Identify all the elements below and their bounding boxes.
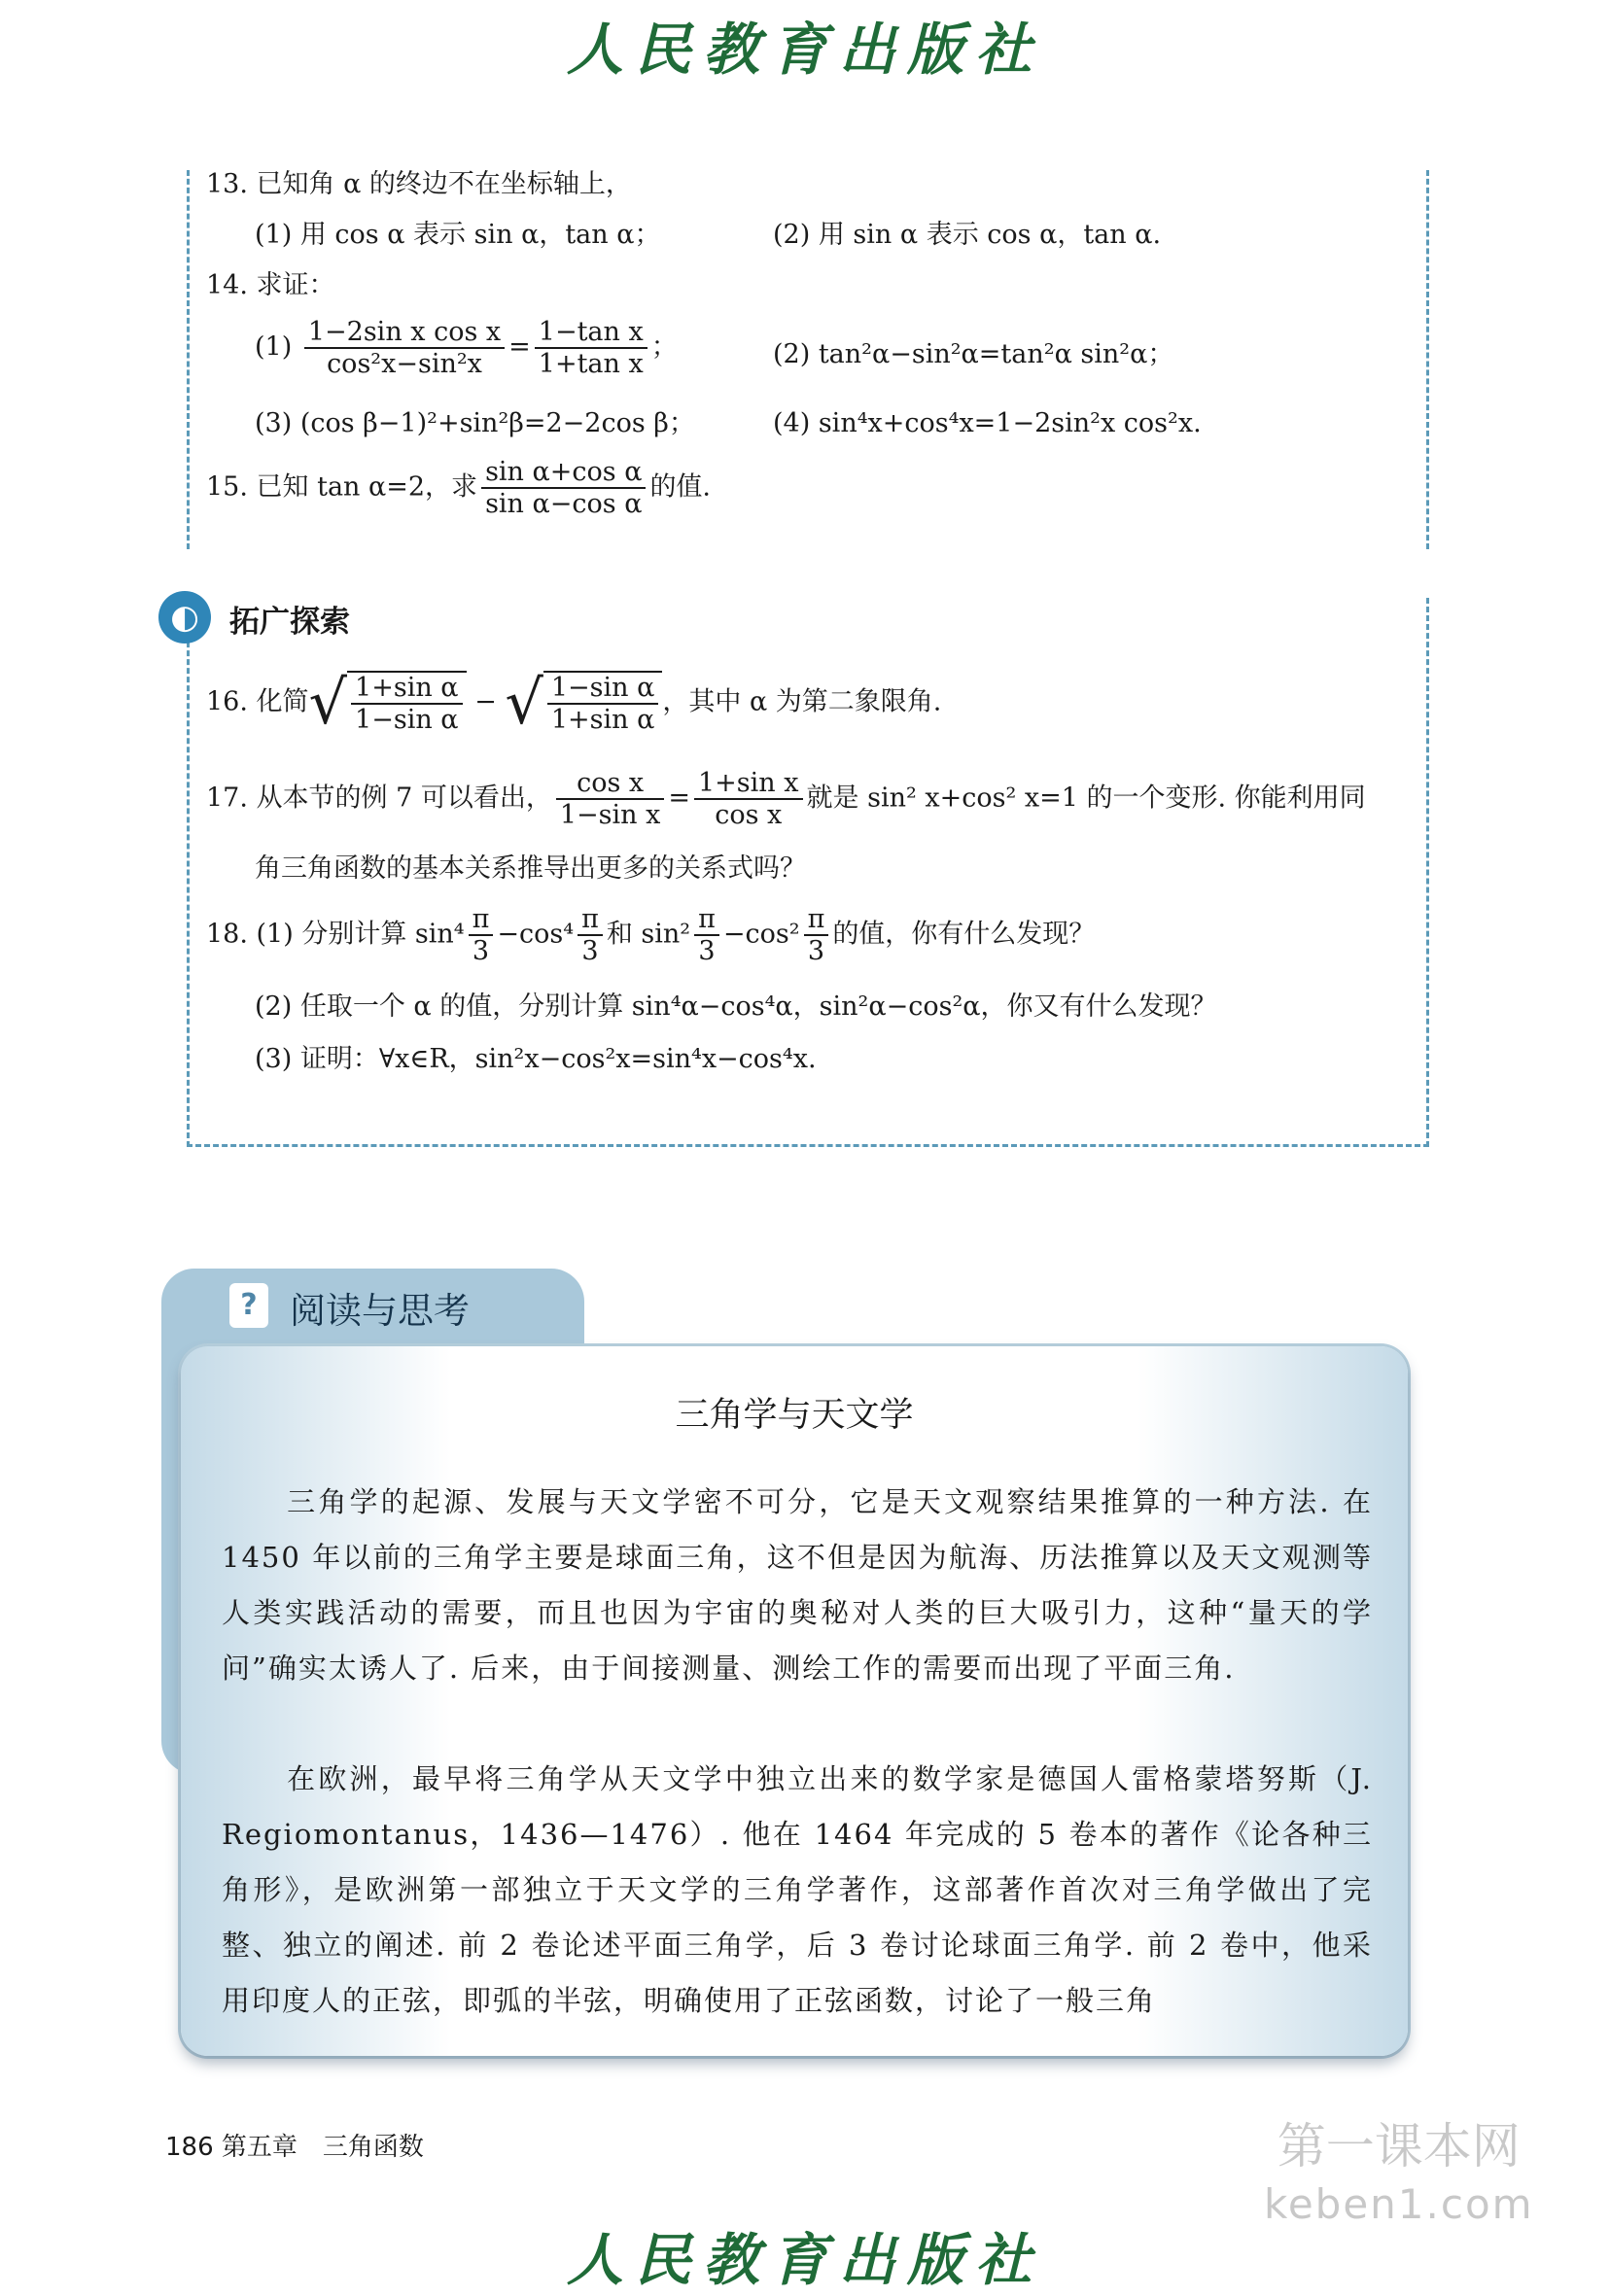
question-book-icon: ? (229, 1283, 268, 1328)
radical-icon: √ (308, 667, 348, 739)
explore-title: 拓广探索 (229, 605, 350, 640)
q15-den: sin α−cos α (485, 489, 643, 520)
pi: π (694, 904, 719, 936)
article-paragraph-2 (222, 1752, 1373, 2029)
q15-pre: 15. 已知 tan α=2，求 (206, 471, 478, 503)
q18-part1 (206, 904, 1095, 966)
para2-text: 在欧洲，最早将三角学从天文学中独立出来的数学家是德国人雷格蒙塔努斯（J. Regiomontanus，1436—1476）. 他在 1464 年完成的 5 卷本的著作《论各种三角形》，是欧洲第一部独立于天文学的三角学著作，这部著作首次对三角学做出了完整、独立的阐述. 前 2 卷论述平面三角学，后 3 卷讨论球面三角学. 前 2 卷中，他采用印度人的正弦，即弧的半弦，明确使用了正弦函数，讨论了一般三角 (222, 1762, 1373, 2017)
q15-num: sin α+cos α (481, 457, 646, 489)
q18-p1-post: 的值，你有什么发现？ (832, 919, 1096, 950)
q16-r1-den: 1−sin α (355, 705, 459, 736)
q17-f2-num: 1+sin x (694, 768, 803, 800)
publisher-header: 人民教育出版社 (566, 17, 1043, 83)
para1-text: 三角学的起源、发展与天文学密不可分，它是天文观察结果推算的一种方法. 在 1450 年以前的三角学主要是球面三角，这不但是因为航海、历法推算以及天文观测等人类实践活动的需要，而且也因为宇宙的奥秘对人类的巨大吸引力，这种“量天的学问”确实太诱人了. 后来，由于间接测量、测绘工作的需要而出现了平面三角. (222, 1485, 1373, 1685)
q18-pi3-b (578, 904, 603, 966)
three: 3 (698, 936, 716, 967)
publisher-footer: 人民教育出版社 (566, 2227, 1043, 2293)
q18-pi3-c (694, 904, 719, 966)
three: 3 (581, 936, 599, 967)
three: 3 (807, 936, 825, 967)
q18-p1-mid1: −cos⁴ (497, 919, 575, 950)
q17-post: 就是 sin² x+cos² x=1 的一个变形. 你能利用同 (806, 783, 1366, 814)
page-number: 186 (165, 2133, 214, 2162)
q16-post: ，其中 α 为第二象限角. (662, 686, 942, 717)
q16-minus: − (474, 686, 497, 717)
q17-frac1 (556, 768, 665, 830)
explore-circle-icon: ◐ (158, 591, 211, 644)
q14-part1 (255, 317, 678, 379)
q15 (206, 457, 711, 519)
q16-r2-den: 1+sin α (550, 705, 655, 736)
q16-root1 (308, 667, 467, 739)
q16-root2 (505, 667, 662, 739)
radical-icon: √ (505, 667, 543, 739)
q16-r2-num: 1−sin α (547, 673, 659, 705)
q17-pre: 17. 从本节的例 7 可以看出， (206, 783, 552, 814)
article-paragraph-1 (222, 1475, 1373, 1696)
q16-pre: 16. 化简 (206, 686, 309, 717)
q14-lhs-den: cos²x−sin²x (327, 349, 482, 380)
q18-part2: (2) 任取一个 α 的值，分别计算 sin⁴α−cos⁴α，sin²α−cos²α，你又有什么发现？ (255, 991, 1217, 1022)
pi: π (804, 904, 829, 936)
q14-rhs-num: 1−tan x (535, 317, 648, 349)
q16-frac1 (351, 673, 463, 735)
q17-f1-den: 1−sin x (559, 800, 661, 831)
q14-p1-label: (1) (255, 331, 293, 363)
q14-lhs-num: 1−2sin x cos x (304, 317, 505, 349)
q18-p1-mid2: −cos² (722, 919, 800, 950)
q14-part2: (2) tan²α−sin²α=tan²α sin²α； (773, 339, 1174, 369)
q14-part3: (3) (cos β−1)²+sin²β=2−2cos β； (255, 408, 695, 438)
watermark-line1: 第一课本网 (1277, 2118, 1521, 2174)
article-title: 三角学与天文学 (675, 1396, 914, 1435)
q14-rhs-den: 1+tan x (538, 349, 644, 380)
q14-stem: 14. 求证： (206, 270, 335, 300)
q17-f1-num: cos x (556, 768, 665, 800)
q18-pi3-d (804, 904, 829, 966)
q17-f2-den: cos x (715, 800, 783, 831)
q14-eq: = (508, 331, 531, 363)
chapter-label: 第五章 三角函数 (221, 2133, 424, 2162)
q17-frac2 (694, 768, 803, 830)
q17-eq: = (668, 783, 690, 814)
page-footer (165, 2127, 424, 2163)
q14-part4: (4) sin⁴x+cos⁴x=1−2sin²x cos²x. (773, 408, 1202, 438)
three: 3 (472, 936, 490, 967)
q13-part2: (2) 用 sin α 表示 cos α，tan α. (773, 220, 1162, 250)
pi: π (469, 904, 494, 936)
q18-part3: (3) 证明：∀x∈R，sin²x−cos²x=sin⁴x−cos⁴x. (255, 1044, 817, 1074)
q16-r1-num: 1+sin α (351, 673, 463, 705)
q16-frac2 (547, 673, 659, 735)
q13-stem: 13. 已知角 α 的终边不在坐标轴上， (206, 169, 632, 199)
q18-pi3-a (469, 904, 494, 966)
pi: π (578, 904, 603, 936)
q14-p1-end: ； (650, 331, 678, 363)
q14-lhs-fraction (304, 317, 505, 379)
q18-p1-and: 和 sin² (606, 919, 691, 950)
q17-line1 (206, 768, 1366, 830)
q14-rhs-fraction (535, 317, 648, 379)
watermark-line2: keben1.com (1264, 2180, 1534, 2228)
q17-line2: 角三角函数的基本关系推导出更多的关系式吗？ (255, 853, 806, 884)
q16 (206, 667, 942, 739)
q15-post: 的值. (649, 471, 712, 503)
q13-part1: (1) 用 cos α 表示 sin α，tan α； (255, 220, 661, 250)
reading-tab-title: 阅读与思考 (290, 1290, 470, 1332)
q15-fraction (481, 457, 646, 519)
q18-p1-pre: 18. (1) 分别计算 sin⁴ (206, 919, 465, 950)
